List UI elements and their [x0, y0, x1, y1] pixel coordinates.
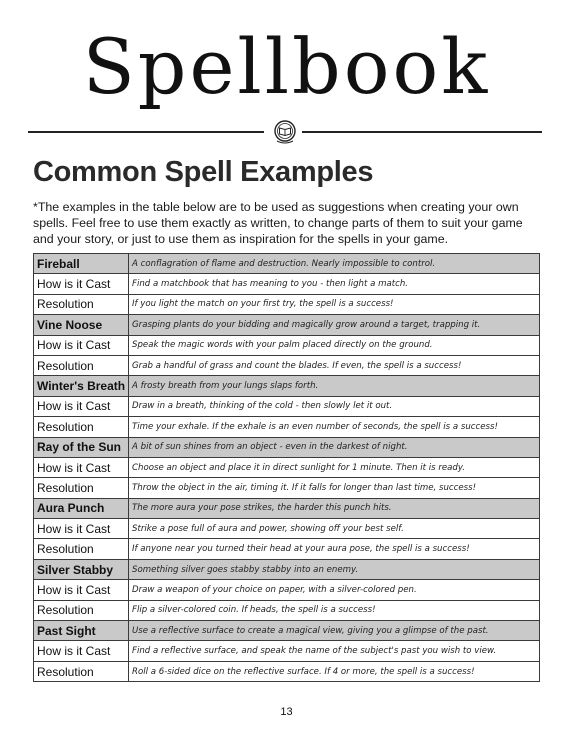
spell-name: Ray of the Sun: [34, 437, 129, 457]
section-title: Common Spell Examples: [33, 156, 374, 188]
resolution-row: [34, 355, 540, 375]
resolution-row: [34, 478, 540, 498]
row-label: How is it Cast: [34, 457, 129, 477]
row-label: Resolution: [34, 600, 129, 620]
spell-description: A conflagration of flame and destruction. Nearly impossible to control.: [129, 254, 540, 274]
book-title: Spellbook: [82, 22, 491, 111]
spell-description: The more aura your pose strikes, the harder this punch hits.: [129, 498, 540, 518]
row-text: If you light the match on your first try, the spell is a success!: [129, 294, 540, 314]
how-cast-row: [34, 519, 540, 539]
page-number: 13: [280, 706, 293, 718]
row-label: How is it Cast: [34, 335, 129, 355]
row-label: How is it Cast: [34, 580, 129, 600]
row-label: How is it Cast: [34, 641, 129, 661]
header-divider-left: [28, 131, 264, 133]
row-text: Flip a silver-colored coin. If heads, the spell is a success!: [129, 600, 540, 620]
spell-name-row: [34, 437, 540, 457]
row-label: How is it Cast: [34, 274, 129, 294]
row-label: Resolution: [34, 478, 129, 498]
row-text: If anyone near you turned their head at your aura pose, the spell is a success!: [129, 539, 540, 559]
spell-description: A bit of sun shines from an object - even in the darkest of night.: [129, 437, 540, 457]
spell-name-row: [34, 559, 540, 579]
row-label: Resolution: [34, 661, 129, 681]
row-label: How is it Cast: [34, 396, 129, 416]
spell-name: Past Sight: [34, 621, 129, 641]
header-divider-right: [302, 131, 542, 133]
spell-description: Use a reflective surface to create a magical view, giving you a glimpse of the past.: [129, 621, 540, 641]
row-text: Grab a handful of grass and count the blades. If even, the spell is a success!: [129, 355, 540, 375]
row-label: Resolution: [34, 294, 129, 314]
row-text: Choose an object and place it in direct sunlight for 1 minute. Then it is ready.: [129, 457, 540, 477]
spell-name-row: [34, 315, 540, 335]
row-label: Resolution: [34, 539, 129, 559]
spell-name: Winter's Breath: [34, 376, 129, 396]
resolution-row: [34, 539, 540, 559]
spell-description: Something silver goes stabby stabby into an enemy.: [129, 559, 540, 579]
spell-description: Grasping plants do your bidding and magically grow around a target, trapping it.: [129, 315, 540, 335]
row-text: Speak the magic words with your palm placed directly on the ground.: [129, 335, 540, 355]
how-cast-row: [34, 335, 540, 355]
intro-paragraph: *The examples in the table below are to be used as suggestions when creating your own spells. Feel free to use them exactly as written, to change parts of them to suit your game and your story, or just to use them as inspiration for the spells in your game.: [33, 200, 523, 246]
row-text: Find a reflective surface, and speak the name of the subject's past you wish to view.: [129, 641, 540, 661]
book-emblem-icon: [270, 118, 300, 146]
resolution-row: [34, 417, 540, 437]
row-text: Draw a weapon of your choice on paper, with a silver-colored pen.: [129, 580, 540, 600]
spell-table: [33, 253, 540, 682]
row-text: Draw in a breath, thinking of the cold - then slowly let it out.: [129, 396, 540, 416]
how-cast-row: [34, 641, 540, 661]
how-cast-row: [34, 396, 540, 416]
spell-name: Fireball: [34, 254, 129, 274]
row-label: Resolution: [34, 417, 129, 437]
spell-description: A frosty breath from your lungs slaps forth.: [129, 376, 540, 396]
resolution-row: [34, 661, 540, 681]
spell-name-row: [34, 498, 540, 518]
spell-name: Silver Stabby: [34, 559, 129, 579]
row-text: Strike a pose full of aura and power, showing off your best self.: [129, 519, 540, 539]
row-text: Find a matchbook that has meaning to you - then light a match.: [129, 274, 540, 294]
resolution-row: [34, 600, 540, 620]
spell-name: Vine Noose: [34, 315, 129, 335]
spell-name: Aura Punch: [34, 498, 129, 518]
how-cast-row: [34, 580, 540, 600]
spell-name-row: [34, 621, 540, 641]
row-text: Time your exhale. If the exhale is an even number of seconds, the spell is a success!: [129, 417, 540, 437]
how-cast-row: [34, 457, 540, 477]
resolution-row: [34, 294, 540, 314]
how-cast-row: [34, 274, 540, 294]
row-label: Resolution: [34, 355, 129, 375]
spell-name-row: [34, 376, 540, 396]
spell-name-row: [34, 254, 540, 274]
row-text: Roll a 6-sided dice on the reflective surface. If 4 or more, the spell is a success!: [129, 661, 540, 681]
row-label: How is it Cast: [34, 519, 129, 539]
row-text: Throw the object in the air, timing it. If it falls for longer than last time, success!: [129, 478, 540, 498]
